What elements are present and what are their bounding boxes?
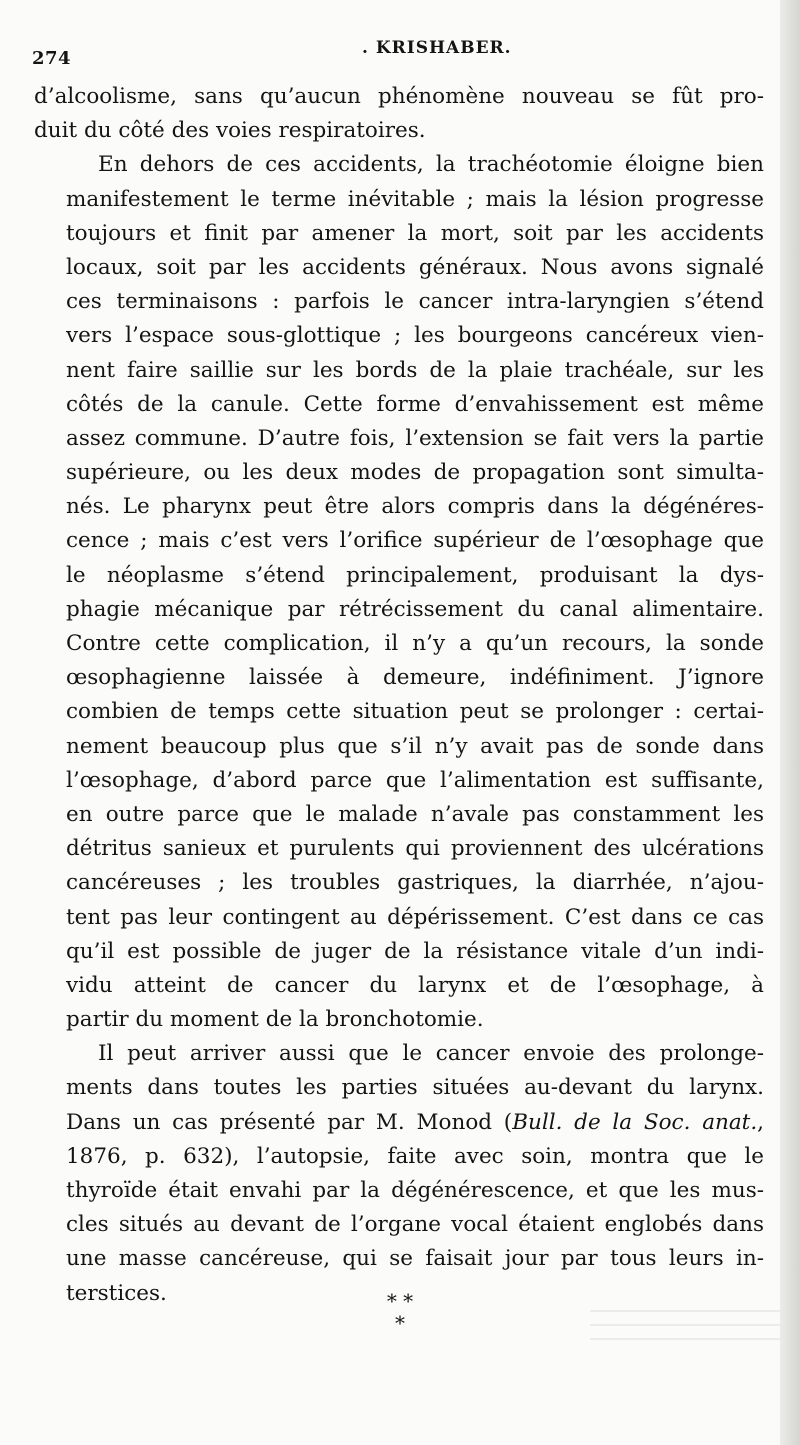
text-line: une masse cancéreuse, qui se faisait jour par tous leurs in- bbox=[66, 1246, 764, 1272]
text-line: Contre cette complication, il n’y a qu’un recours, la sonde bbox=[66, 631, 764, 656]
text-line: cles situés au devant de l’organe vocal étaient englobés dans bbox=[66, 1212, 764, 1238]
bleed-through-text bbox=[590, 1300, 780, 1340]
paragraph bbox=[34, 148, 764, 1037]
text-line: nement beaucoup plus que s’il n’y avait pas de sonde dans bbox=[66, 733, 764, 759]
text-line: 1876, p. 632), l’autopsie, faite avec soin, montra que le bbox=[66, 1143, 764, 1169]
running-head: . KRISHABER. bbox=[362, 38, 512, 58]
body-text bbox=[34, 80, 764, 1311]
text-line: En dehors de ces accidents, la trachéotomie éloigne bien bbox=[98, 152, 764, 178]
text-line: nés. Le pharynx peut être alors compris dans la dégénéres- bbox=[66, 494, 764, 520]
text-line: vidu atteint de cancer du larynx et de l’œsophage, à bbox=[66, 972, 764, 998]
text-line: détritus sanieux et purulents qui proviennent des ulcérations bbox=[66, 836, 764, 862]
text-line: l’œsophage, d’abord parce que l’alimentation est suffisante, bbox=[66, 767, 764, 793]
section-separator-stars: * * * bbox=[386, 1289, 414, 1335]
text-line: locaux, soit par les accidents généraux. Nous avons signalé bbox=[66, 254, 764, 280]
text-line: cancéreuses ; les troubles gastriques, la diarrhée, n’ajou- bbox=[66, 870, 764, 896]
text-line: le néoplasme s’étend principalement, produisant la dys- bbox=[66, 562, 764, 588]
page-header bbox=[32, 38, 762, 74]
text-line: d’alcoolisme, sans qu’aucun phénomène nouveau se fût pro- bbox=[34, 84, 764, 109]
page-edge-shadow bbox=[780, 0, 800, 1445]
text-line: ces terminaisons : parfois le cancer intra-laryngien s’étend bbox=[66, 289, 764, 315]
text-line: combien de temps cette situation peut se prolonger : certai- bbox=[66, 699, 764, 725]
text-line: œsophagienne laissée à demeure, indéfiniment. J’ignore bbox=[66, 665, 764, 691]
text-line: vers l’espace sous-glottique ; les bourgeons cancéreux vien- bbox=[66, 323, 764, 349]
text-line: en outre parce que le malade n’avale pas constamment les bbox=[66, 801, 764, 827]
text-line: ments dans toutes les parties situées au-devant du larynx. bbox=[66, 1075, 764, 1101]
text-line: Dans un cas présenté par M. Monod (Bull. de la Soc. anat., bbox=[66, 1109, 764, 1135]
text-line: tent pas leur contingent au dépérissement. C’est dans ce cas bbox=[66, 904, 764, 930]
paragraph bbox=[34, 80, 764, 148]
text-line: terstices. bbox=[66, 1280, 167, 1306]
citation-title: Bull. de la Soc. anat. bbox=[512, 1109, 758, 1135]
text-line: thyroïde était envahi par la dégénérescence, et que les mus- bbox=[66, 1178, 764, 1203]
text-line: nent faire saillie sur les bords de la plaie trachéale, sur les bbox=[66, 357, 764, 383]
text-line: Il peut arriver aussi que le cancer envoie des prolonge- bbox=[98, 1041, 764, 1067]
text-line: assez commune. D’autre fois, l’extension se fait vers la partie bbox=[66, 425, 764, 451]
text-line: partir du moment de la bronchotomie. bbox=[66, 1007, 484, 1033]
text-line: phagie mécanique par rétrécissement du canal alimentaire. bbox=[66, 596, 764, 622]
text-line: côtés de la canule. Cette forme d’envahissement est même bbox=[66, 391, 764, 417]
text-line: cence ; mais c’est vers l’orifice supérieur de l’œsophage que bbox=[66, 528, 764, 554]
text-line: supérieure, ou les deux modes de propagation sont simulta- bbox=[66, 460, 764, 486]
paragraph bbox=[34, 1037, 764, 1311]
page-number: 274 bbox=[32, 48, 72, 69]
text-line: toujours et finit par amener la mort, soit par les accidents bbox=[66, 220, 764, 246]
text-line: duit du côté des voies respiratoires. bbox=[34, 118, 426, 144]
text-line: qu’il est possible de juger de la résistance vitale d’un indi- bbox=[66, 938, 764, 964]
text-line: manifestement le terme inévitable ; mais la lésion progresse bbox=[66, 186, 764, 212]
